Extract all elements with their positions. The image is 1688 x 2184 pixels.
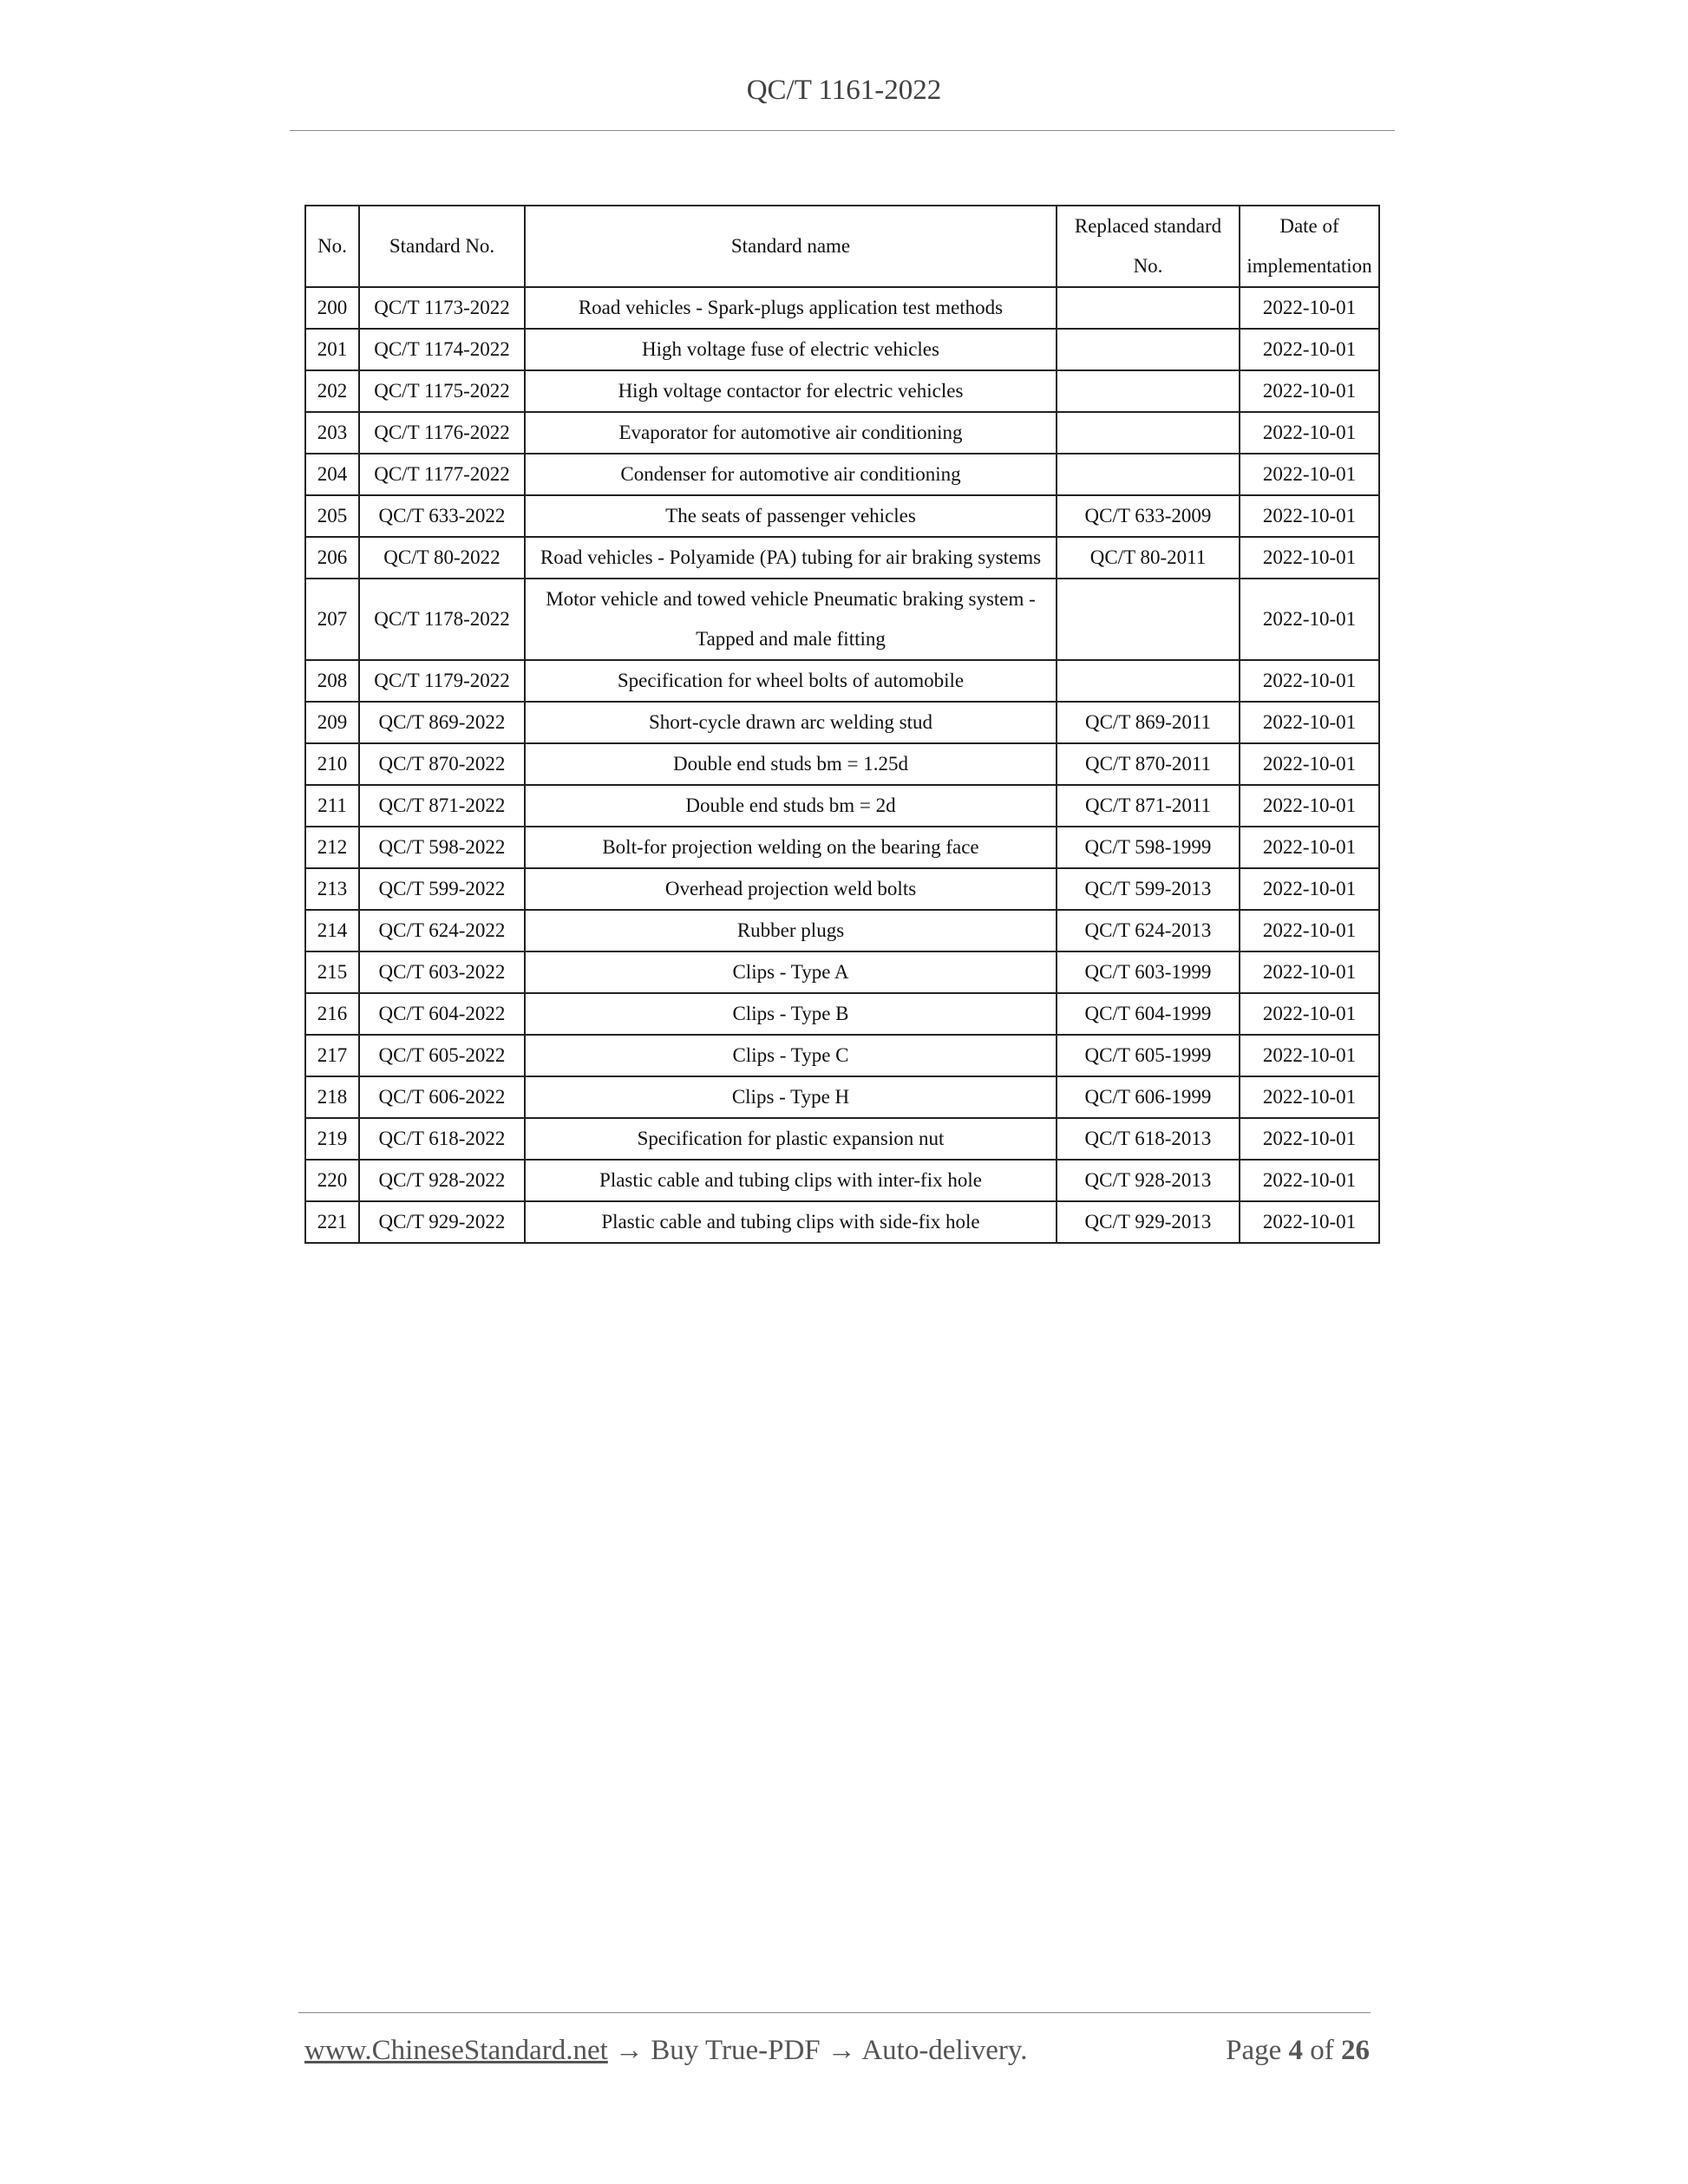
cell-standard-name: Short-cycle drawn arc welding stud: [525, 702, 1057, 743]
cell-replaced-standard: QC/T 599-2013: [1057, 868, 1240, 910]
cell-date: 2022-10-01: [1240, 454, 1379, 495]
column-header-replaced-standard: [1057, 206, 1240, 287]
cell-replaced-standard: [1057, 579, 1240, 660]
cell-replaced-standard: [1057, 370, 1240, 412]
cell-date: 2022-10-01: [1240, 579, 1379, 660]
of-label: of: [1310, 2035, 1334, 2066]
cell-date: 2022-10-01: [1240, 743, 1379, 785]
cell-replaced-standard: QC/T 598-1999: [1057, 827, 1240, 868]
header-divider: [290, 130, 1395, 131]
cell-standard-no: QC/T 929-2022: [359, 1201, 525, 1243]
cell-standard-name: High voltage contactor for electric vehicles: [525, 370, 1057, 412]
cell-date: 2022-10-01: [1240, 660, 1379, 702]
table-row: [305, 370, 1379, 412]
cell-standard-name: Clips - Type A: [525, 951, 1057, 993]
table-row: [305, 287, 1379, 329]
table-row: [305, 1035, 1379, 1076]
column-header-replaced-line1: Replaced standard: [1074, 215, 1222, 237]
cell-no: 212: [305, 827, 359, 868]
cell-date: 2022-10-01: [1240, 412, 1379, 454]
cell-replaced-standard: QC/T 928-2013: [1057, 1160, 1240, 1201]
table-header-row: [305, 206, 1379, 287]
page-indicator: [1226, 2035, 1370, 2067]
cell-date: 2022-10-01: [1240, 1201, 1379, 1243]
standards-table: [304, 205, 1380, 1244]
cell-replaced-standard: QC/T 633-2009: [1057, 495, 1240, 537]
cell-standard-no: QC/T 869-2022: [359, 702, 525, 743]
table-body: [305, 287, 1379, 1243]
table-row: [305, 868, 1379, 910]
cell-date: 2022-10-01: [1240, 1118, 1379, 1160]
table-row: [305, 1076, 1379, 1118]
cell-no: 215: [305, 951, 359, 993]
cell-no: 220: [305, 1160, 359, 1201]
cell-no: 217: [305, 1035, 359, 1076]
cell-replaced-standard: [1057, 454, 1240, 495]
column-header-date-line2: implementation: [1246, 255, 1372, 277]
cell-replaced-standard: QC/T 603-1999: [1057, 951, 1240, 993]
cell-no: 205: [305, 495, 359, 537]
arrow-right-icon: →: [827, 2035, 856, 2066]
cell-date: 2022-10-01: [1240, 370, 1379, 412]
cell-no: 209: [305, 702, 359, 743]
cell-replaced-standard: [1057, 287, 1240, 329]
cell-replaced-standard: QC/T 606-1999: [1057, 1076, 1240, 1118]
table-row: [305, 993, 1379, 1035]
table-row: [305, 454, 1379, 495]
page-footer: [304, 2035, 1370, 2073]
column-header-date: [1240, 206, 1379, 287]
table-row: [305, 910, 1379, 951]
cell-standard-name: Clips - Type B: [525, 993, 1057, 1035]
arrow-right-icon: →: [615, 2035, 644, 2066]
website-link[interactable]: www.ChineseStandard.net: [304, 2035, 608, 2066]
column-header-no: No.: [305, 206, 359, 287]
cell-replaced-standard: QC/T 929-2013: [1057, 1201, 1240, 1243]
cell-replaced-standard: [1057, 412, 1240, 454]
table-row: [305, 537, 1379, 579]
cell-standard-name: Rubber plugs: [525, 910, 1057, 951]
cell-standard-name: Plastic cable and tubing clips with side-fix hole: [525, 1201, 1057, 1243]
cell-standard-name: Motor vehicle and towed vehicle Pneumatic braking system - Tapped and male fitting: [525, 579, 1057, 660]
table-row: [305, 1160, 1379, 1201]
cell-no: 207: [305, 579, 359, 660]
page-header-title: QC/T 1161-2022: [746, 75, 942, 106]
cell-standard-no: QC/T 928-2022: [359, 1160, 525, 1201]
cell-no: 214: [305, 910, 359, 951]
table-row: [305, 743, 1379, 785]
cell-standard-no: QC/T 633-2022: [359, 495, 525, 537]
column-header-standard-name: Standard name: [525, 206, 1057, 287]
column-header-standard-no: Standard No.: [359, 206, 525, 287]
cell-no: 201: [305, 329, 359, 370]
cell-replaced-standard: QC/T 618-2013: [1057, 1118, 1240, 1160]
table-row: [305, 951, 1379, 993]
cell-standard-name: Clips - Type C: [525, 1035, 1057, 1076]
cell-standard-name: Double end studs bm = 2d: [525, 785, 1057, 827]
cell-standard-name: Specification for plastic expansion nut: [525, 1118, 1057, 1160]
cell-no: 218: [305, 1076, 359, 1118]
table-row: [305, 660, 1379, 702]
cell-replaced-standard: QC/T 869-2011: [1057, 702, 1240, 743]
cell-no: 211: [305, 785, 359, 827]
table-row: [305, 785, 1379, 827]
column-header-date-line1: Date of: [1279, 215, 1339, 237]
cell-standard-no: QC/T 599-2022: [359, 868, 525, 910]
cell-standard-no: QC/T 1176-2022: [359, 412, 525, 454]
cell-date: 2022-10-01: [1240, 827, 1379, 868]
cell-date: 2022-10-01: [1240, 1076, 1379, 1118]
cell-no: 221: [305, 1201, 359, 1243]
cell-standard-name: Overhead projection weld bolts: [525, 868, 1057, 910]
cell-standard-name: Condenser for automotive air conditioning: [525, 454, 1057, 495]
cell-standard-no: QC/T 1178-2022: [359, 579, 525, 660]
cell-standard-name: Clips - Type H: [525, 1076, 1057, 1118]
cell-date: 2022-10-01: [1240, 537, 1379, 579]
cell-standard-name: The seats of passenger vehicles: [525, 495, 1057, 537]
cell-no: 206: [305, 537, 359, 579]
cell-standard-no: QC/T 1177-2022: [359, 454, 525, 495]
cell-standard-name: Specification for wheel bolts of automobile: [525, 660, 1057, 702]
table-row: [305, 495, 1379, 537]
cell-replaced-standard: QC/T 870-2011: [1057, 743, 1240, 785]
page-total: 26: [1341, 2035, 1370, 2066]
cell-date: 2022-10-01: [1240, 910, 1379, 951]
cell-no: 213: [305, 868, 359, 910]
cell-date: 2022-10-01: [1240, 702, 1379, 743]
page-current: 4: [1288, 2035, 1303, 2066]
cell-standard-name: Plastic cable and tubing clips with inter-fix hole: [525, 1160, 1057, 1201]
table-row: [305, 827, 1379, 868]
cell-standard-no: QC/T 598-2022: [359, 827, 525, 868]
footer-promo: [304, 2035, 1028, 2067]
cell-standard-no: QC/T 1179-2022: [359, 660, 525, 702]
cell-standard-name: Bolt-for projection welding on the bearing face: [525, 827, 1057, 868]
cell-replaced-standard: QC/T 871-2011: [1057, 785, 1240, 827]
cell-date: 2022-10-01: [1240, 329, 1379, 370]
cell-no: 210: [305, 743, 359, 785]
cell-no: 202: [305, 370, 359, 412]
buy-true-pdf-text: Buy True-PDF: [651, 2035, 821, 2066]
table-row: [305, 1118, 1379, 1160]
cell-replaced-standard: QC/T 624-2013: [1057, 910, 1240, 951]
cell-replaced-standard: [1057, 329, 1240, 370]
cell-standard-name: High voltage fuse of electric vehicles: [525, 329, 1057, 370]
cell-no: 219: [305, 1118, 359, 1160]
table-row: [305, 1201, 1379, 1243]
cell-replaced-standard: QC/T 80-2011: [1057, 537, 1240, 579]
cell-standard-no: QC/T 1174-2022: [359, 329, 525, 370]
cell-standard-no: QC/T 871-2022: [359, 785, 525, 827]
cell-date: 2022-10-01: [1240, 1035, 1379, 1076]
cell-date: 2022-10-01: [1240, 993, 1379, 1035]
cell-date: 2022-10-01: [1240, 495, 1379, 537]
cell-date: 2022-10-01: [1240, 785, 1379, 827]
cell-no: 200: [305, 287, 359, 329]
cell-standard-no: QC/T 603-2022: [359, 951, 525, 993]
cell-replaced-standard: [1057, 660, 1240, 702]
cell-standard-no: QC/T 604-2022: [359, 993, 525, 1035]
cell-standard-name: Road vehicles - Polyamide (PA) tubing for air braking systems: [525, 537, 1057, 579]
cell-date: 2022-10-01: [1240, 1160, 1379, 1201]
cell-no: 204: [305, 454, 359, 495]
cell-date: 2022-10-01: [1240, 868, 1379, 910]
cell-standard-name: Evaporator for automotive air conditioning: [525, 412, 1057, 454]
cell-date: 2022-10-01: [1240, 951, 1379, 993]
cell-replaced-standard: QC/T 604-1999: [1057, 993, 1240, 1035]
table-row: [305, 702, 1379, 743]
cell-standard-no: QC/T 605-2022: [359, 1035, 525, 1076]
cell-standard-name: Road vehicles - Spark-plugs application test methods: [525, 287, 1057, 329]
cell-no: 203: [305, 412, 359, 454]
cell-replaced-standard: QC/T 605-1999: [1057, 1035, 1240, 1076]
cell-standard-no: QC/T 618-2022: [359, 1118, 525, 1160]
table-row: [305, 412, 1379, 454]
cell-standard-no: QC/T 624-2022: [359, 910, 525, 951]
table-row: [305, 579, 1379, 660]
table-row: [305, 329, 1379, 370]
auto-delivery-text: Auto-delivery.: [861, 2035, 1028, 2066]
cell-no: 208: [305, 660, 359, 702]
cell-standard-no: QC/T 606-2022: [359, 1076, 525, 1118]
page-label: Page: [1226, 2035, 1282, 2066]
cell-standard-name: Double end studs bm = 1.25d: [525, 743, 1057, 785]
cell-standard-no: QC/T 80-2022: [359, 537, 525, 579]
cell-standard-no: QC/T 1173-2022: [359, 287, 525, 329]
cell-no: 216: [305, 993, 359, 1035]
cell-standard-no: QC/T 1175-2022: [359, 370, 525, 412]
footer-divider: [298, 2012, 1371, 2013]
cell-standard-no: QC/T 870-2022: [359, 743, 525, 785]
cell-date: 2022-10-01: [1240, 287, 1379, 329]
column-header-replaced-line2: No.: [1133, 255, 1163, 277]
